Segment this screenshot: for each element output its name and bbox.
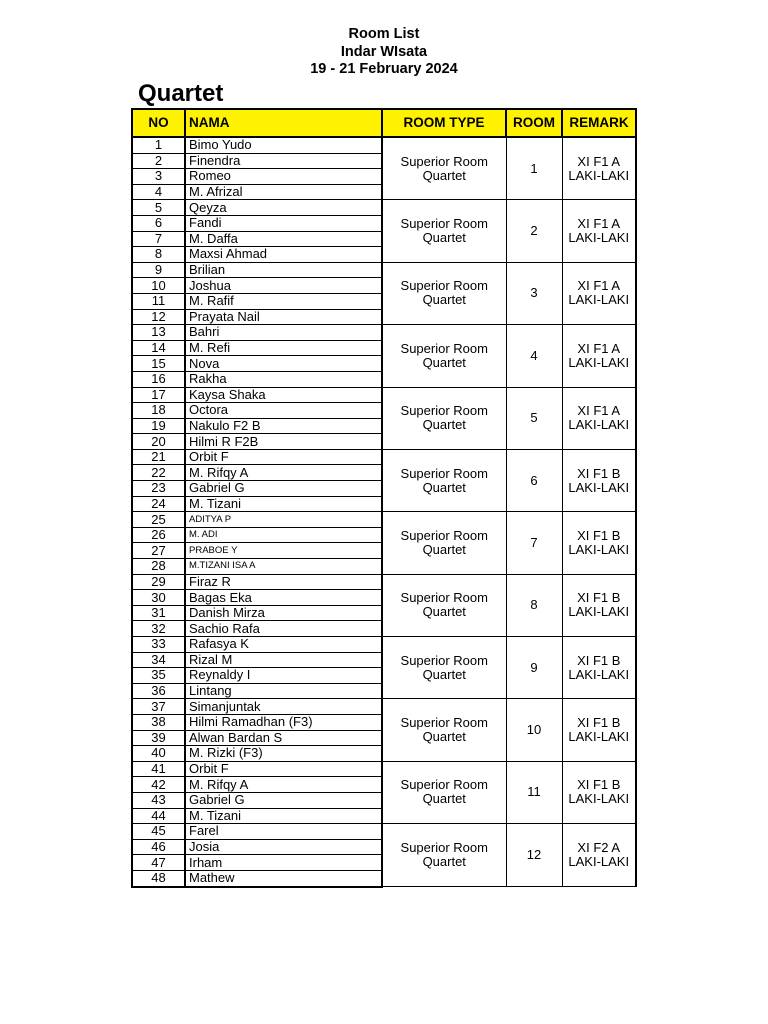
row-number: 12 (132, 309, 185, 325)
remark-line: XI F1 B (577, 590, 621, 606)
table-row (132, 699, 636, 715)
remark-line: XI F1 B (577, 652, 621, 668)
row-number: 15 (132, 356, 185, 372)
room-type (382, 387, 506, 449)
room-type (382, 574, 506, 636)
row-number: 9 (132, 262, 185, 278)
row-number: 28 (132, 559, 185, 575)
column-header-room: ROOM (506, 109, 562, 137)
row-number: 34 (132, 652, 185, 668)
row-number: 1 (132, 137, 185, 153)
guest-name: Octora (185, 403, 382, 419)
guest-name: M.TIZANI ISA A (185, 559, 382, 575)
guest-name: Bimo Yudo (185, 137, 382, 153)
room-number: 4 (506, 325, 562, 387)
guest-name: M. Tizani (185, 496, 382, 512)
column-header-no: NO (132, 109, 185, 137)
table-header-row (132, 109, 636, 137)
remark (562, 387, 636, 449)
remark-line: XI F1 A (577, 153, 621, 169)
remark-line: XI F1 B (577, 777, 621, 793)
room-type-line: Quartet (422, 354, 466, 370)
row-number: 16 (132, 371, 185, 387)
row-number: 2 (132, 153, 185, 169)
remark (562, 637, 636, 699)
room-type-line: Superior Room (400, 278, 488, 294)
guest-name: Hilmi R F2B (185, 434, 382, 450)
row-number: 30 (132, 590, 185, 606)
guest-name: Danish Mirza (185, 605, 382, 621)
remark-line: XI F1 A (577, 216, 621, 232)
room-type-line: Superior Room (400, 652, 488, 668)
remark-line: XI F1 A (577, 340, 621, 356)
row-number: 33 (132, 637, 185, 653)
row-number: 40 (132, 746, 185, 762)
room-type-line: Quartet (422, 666, 466, 682)
guest-name: Finendra (185, 153, 382, 169)
room-type-line: Quartet (422, 479, 466, 495)
room-number: 5 (506, 387, 562, 449)
guest-name: Qeyza (185, 200, 382, 216)
row-number: 25 (132, 512, 185, 528)
remark-line: LAKI-LAKI (568, 666, 630, 682)
remark (562, 449, 636, 511)
remark-line: LAKI-LAKI (568, 729, 630, 745)
table-row (132, 200, 636, 216)
row-number: 7 (132, 231, 185, 247)
room-type-line: Superior Room (400, 216, 488, 232)
room-number: 12 (506, 824, 562, 887)
remark-line: XI F1 B (577, 527, 621, 543)
table-row (132, 637, 636, 653)
remark-line: LAKI-LAKI (568, 354, 630, 370)
room-type-line: Superior Room (400, 590, 488, 606)
column-header-nama: NAMA (185, 109, 382, 137)
document-date: 19 - 21 February 2024 (310, 61, 458, 77)
guest-name: Orbit F (185, 761, 382, 777)
table-row (132, 325, 636, 341)
guest-name: Bahri (185, 325, 382, 341)
table-row (132, 574, 636, 590)
guest-name: Brilian (185, 262, 382, 278)
row-number: 20 (132, 434, 185, 450)
remark (562, 574, 636, 636)
guest-name: Firaz R (185, 574, 382, 590)
row-number: 31 (132, 605, 185, 621)
guest-name: M. Tizani (185, 808, 382, 824)
row-number: 23 (132, 481, 185, 497)
room-type (382, 761, 506, 823)
guest-name: Fandi (185, 215, 382, 231)
column-header-remark: REMARK (562, 109, 636, 137)
guest-name: Gabriel G (185, 792, 382, 808)
guest-name: M. Rifqy A (185, 777, 382, 793)
remark-line: LAKI-LAKI (568, 604, 630, 620)
remark-line: LAKI-LAKI (568, 479, 630, 495)
room-number: 3 (506, 262, 562, 324)
room-type (382, 699, 506, 761)
remark (562, 699, 636, 761)
remark (562, 761, 636, 823)
guest-name: Kaysa Shaka (185, 387, 382, 403)
guest-name: Hilmi Ramadhan (F3) (185, 714, 382, 730)
room-number: 6 (506, 449, 562, 511)
row-number: 47 (132, 855, 185, 871)
guest-name: Bagas Eka (185, 590, 382, 606)
remark (562, 824, 636, 887)
row-number: 26 (132, 527, 185, 543)
room-type-line: Superior Room (400, 840, 488, 856)
row-number: 38 (132, 714, 185, 730)
remark (562, 325, 636, 387)
guest-name: M. Rifqy A (185, 465, 382, 481)
guest-name: Rafasya K (185, 637, 382, 653)
room-type (382, 200, 506, 262)
guest-name: Nakulo F2 B (185, 418, 382, 434)
row-number: 41 (132, 761, 185, 777)
remark-line: LAKI-LAKI (568, 230, 630, 246)
row-number: 44 (132, 808, 185, 824)
room-type-line: Superior Room (400, 403, 488, 419)
room-number: 8 (506, 574, 562, 636)
remark (562, 262, 636, 324)
room-type-line: Superior Room (400, 527, 488, 543)
row-number: 17 (132, 387, 185, 403)
row-number: 27 (132, 543, 185, 559)
guest-name: PRABOE Y (185, 543, 382, 559)
remark-line: XI F1 B (577, 715, 621, 731)
guest-name: Maxsi Ahmad (185, 247, 382, 263)
row-number: 11 (132, 293, 185, 309)
guest-name: M. Daffa (185, 231, 382, 247)
room-type-line: Superior Room (400, 340, 488, 356)
row-number: 22 (132, 465, 185, 481)
room-type-line: Superior Room (400, 715, 488, 731)
guest-name: Rakha (185, 371, 382, 387)
room-type-line: Quartet (422, 729, 466, 745)
column-header-room-type: ROOM TYPE (382, 109, 506, 137)
guest-name: Josia (185, 839, 382, 855)
guest-name: Simanjuntak (185, 699, 382, 715)
guest-name: M. Afrizal (185, 184, 382, 200)
row-number: 10 (132, 278, 185, 294)
room-type (382, 325, 506, 387)
room-number: 10 (506, 699, 562, 761)
row-number: 42 (132, 777, 185, 793)
table-row (132, 824, 636, 840)
row-number: 13 (132, 325, 185, 341)
room-type-line: Quartet (422, 604, 466, 620)
row-number: 19 (132, 418, 185, 434)
room-type-line: Superior Room (400, 153, 488, 169)
guest-name: Farel (185, 824, 382, 840)
row-number: 24 (132, 496, 185, 512)
room-type (382, 637, 506, 699)
guest-name: Romeo (185, 169, 382, 185)
remark-line: LAKI-LAKI (568, 854, 630, 870)
room-number: 11 (506, 761, 562, 823)
remark-line: LAKI-LAKI (568, 167, 630, 183)
room-type-line: Quartet (422, 541, 466, 557)
guest-name: Orbit F (185, 449, 382, 465)
row-number: 3 (132, 169, 185, 185)
room-type (382, 262, 506, 324)
row-number: 37 (132, 699, 185, 715)
row-number: 14 (132, 340, 185, 356)
room-type (382, 137, 506, 200)
table-row (132, 262, 636, 278)
room-type (382, 512, 506, 574)
room-number: 2 (506, 200, 562, 262)
room-type-line: Superior Room (400, 777, 488, 793)
remark-line: XI F2 A (577, 840, 621, 856)
remark-line: XI F1 A (577, 403, 621, 419)
guest-name: M. ADI (185, 527, 382, 543)
row-number: 48 (132, 870, 185, 886)
table-row (132, 387, 636, 403)
section-title: Quartet (138, 80, 224, 107)
document-title: Room List (348, 26, 420, 42)
row-number: 45 (132, 824, 185, 840)
guest-name: M. Rizki (F3) (185, 746, 382, 762)
room-type-line: Quartet (422, 230, 466, 246)
room-number: 9 (506, 637, 562, 699)
guest-name: Sachio Rafa (185, 621, 382, 637)
row-number: 35 (132, 668, 185, 684)
document-header (0, 26, 768, 79)
room-type (382, 824, 506, 887)
table-row (132, 137, 636, 153)
remark-line: LAKI-LAKI (568, 541, 630, 557)
table-row (132, 512, 636, 528)
room-type (382, 449, 506, 511)
guest-name: Irham (185, 855, 382, 871)
guest-name: Rizal M (185, 652, 382, 668)
room-type-line: Quartet (422, 791, 466, 807)
row-number: 43 (132, 792, 185, 808)
row-number: 32 (132, 621, 185, 637)
row-number: 6 (132, 215, 185, 231)
guest-name: Alwan Bardan S (185, 730, 382, 746)
room-number: 1 (506, 137, 562, 200)
room-type-line: Quartet (422, 417, 466, 433)
remark (562, 137, 636, 200)
remark (562, 512, 636, 574)
room-number: 7 (506, 512, 562, 574)
guest-name: M. Rafif (185, 293, 382, 309)
document-subtitle: Indar WIsata (340, 43, 428, 60)
row-number: 5 (132, 200, 185, 216)
table-row (132, 761, 636, 777)
room-type-line: Superior Room (400, 465, 488, 481)
remark-line: XI F1 A (577, 278, 621, 294)
row-number: 36 (132, 683, 185, 699)
guest-name: ADITYA P (185, 512, 382, 528)
guest-name: Nova (185, 356, 382, 372)
guest-name: Prayata Nail (185, 309, 382, 325)
guest-name: M. Refi (185, 340, 382, 356)
remark-line: LAKI-LAKI (568, 417, 630, 433)
row-number: 4 (132, 184, 185, 200)
remark-line: LAKI-LAKI (568, 791, 630, 807)
table-row (132, 449, 636, 465)
guest-name: Reynaldy I (185, 668, 382, 684)
guest-name: Lintang (185, 683, 382, 699)
table-body (132, 137, 636, 887)
room-type-line: Quartet (422, 167, 466, 183)
remark (562, 200, 636, 262)
room-type-line: Quartet (422, 854, 466, 870)
guest-name: Joshua (185, 278, 382, 294)
row-number: 29 (132, 574, 185, 590)
remark-line: LAKI-LAKI (568, 292, 630, 308)
room-list-table (131, 108, 637, 888)
room-type-line: Quartet (422, 292, 466, 308)
row-number: 21 (132, 449, 185, 465)
row-number: 46 (132, 839, 185, 855)
row-number: 18 (132, 403, 185, 419)
row-number: 8 (132, 247, 185, 263)
guest-name: Mathew (185, 870, 382, 886)
guest-name: Gabriel G (185, 481, 382, 497)
row-number: 39 (132, 730, 185, 746)
remark-line: XI F1 B (577, 465, 621, 481)
